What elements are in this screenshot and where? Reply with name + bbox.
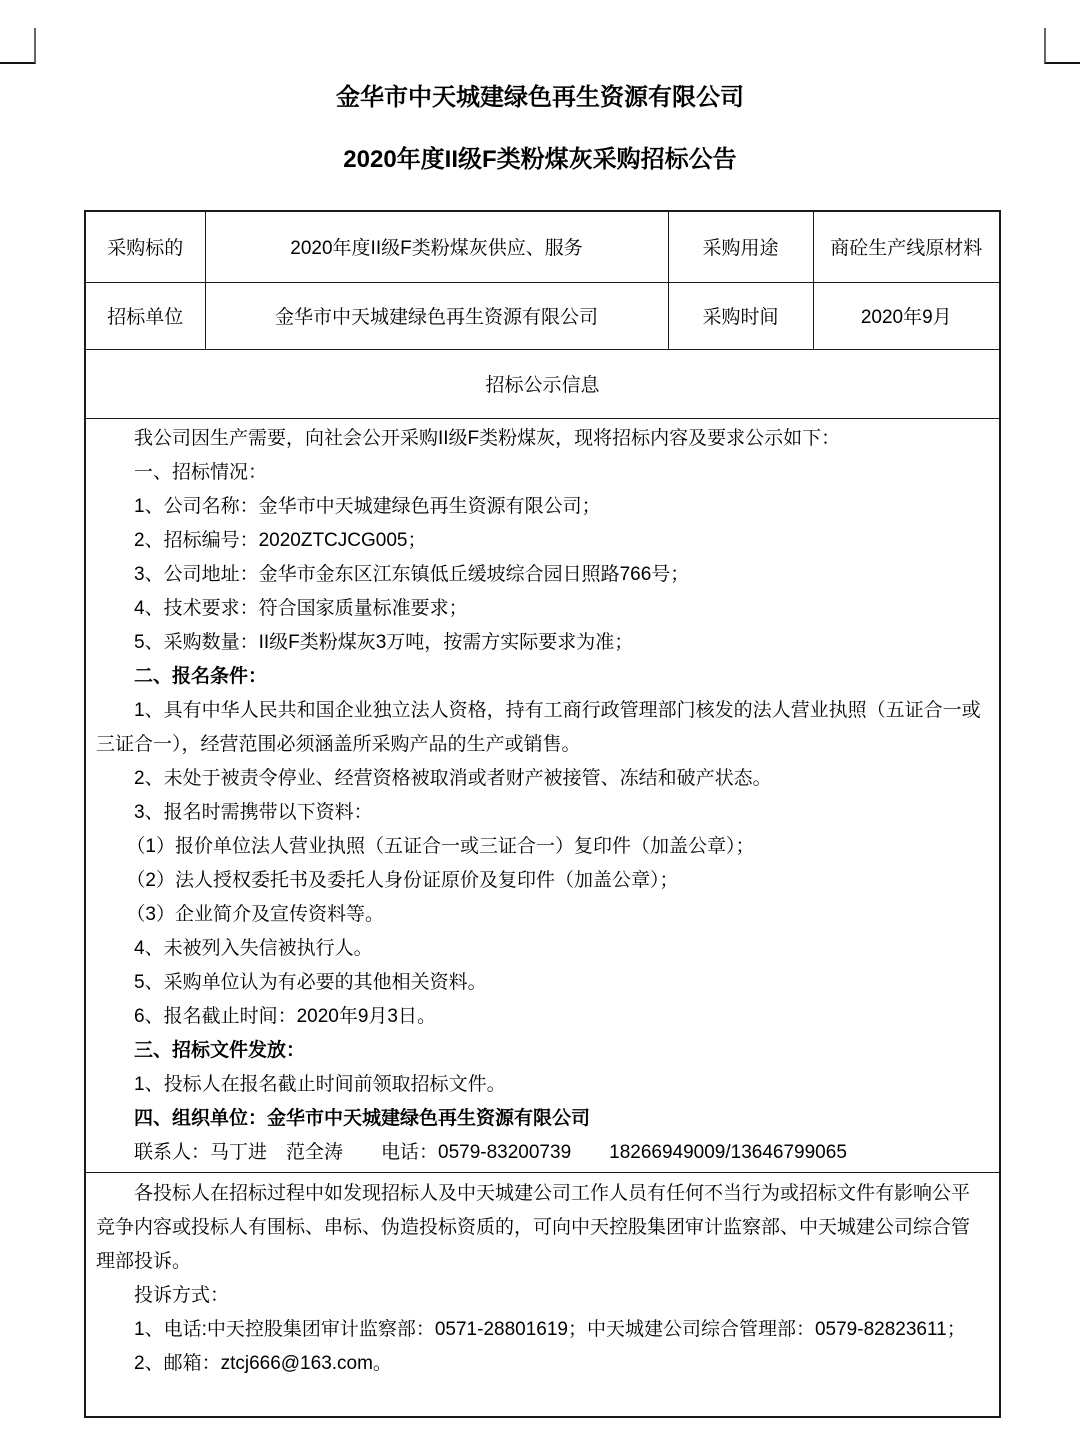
section-2-heading: 二、报名条件： [134,665,268,687]
page-corner-mark-right [1044,28,1080,64]
table-row-announcement-body [85,418,1000,1172]
announcement-line: 1、投标人在报名截止时间前领取招标文件。 [134,1073,506,1095]
announcement-intro: 我公司因生产需要，向社会公开采购II级F类粉煤灰，现将招标内容及要求公示如下： [134,427,841,449]
procurement-use-label: 采购用途 [668,211,813,282]
announcement-line: 3、报名时需携带以下资料： [134,801,373,823]
procurement-use-value: 商砼生产线原材料 [813,211,1000,282]
procurement-time-label: 采购时间 [668,282,813,349]
section-3-heading: 三、招标文件发放： [134,1039,306,1061]
announcement-line: 1、具有中华人民共和国企业独立法人资格，持有工商行政管理部门核发的法人营业执照（五证合一或三证合一），经营范围必须涵盖所采购产品的生产或销售。 [96,699,981,755]
page-corner-mark-left [0,28,36,64]
section-header-cell: 招标公示信息 [85,349,1000,418]
announcement-line: 5、采购单位认为有必要的其他相关资料。 [134,971,487,993]
procurement-subject-value: 2020年度II级F类粉煤灰供应、服务 [205,211,668,282]
announcement-line: 4、未被列入失信被执行人。 [134,937,373,959]
section-4-heading: 四、组织单位：金华市中天城建绿色再生资源有限公司 [134,1107,591,1129]
announcement-line: （2）法人授权委托书及委托人身份证原价及复印件（加盖公章）； [126,869,679,891]
announcement-line: 2、招标编号：2020ZTCJCG005； [134,529,427,551]
announcement-line: 5、采购数量：II级F类粉煤灰3万吨，按需方实际要求为准； [134,631,634,653]
announcement-line: 1、公司名称：金华市中天城建绿色再生资源有限公司； [134,495,601,517]
table-row-bidding-unit [85,282,1000,349]
procurement-time-value: 2020年9月 [813,282,1000,349]
complaint-email-line: 2、邮箱：ztcj666@163.com。 [134,1352,392,1374]
bidding-unit-label: 招标单位 [85,282,205,349]
bidding-unit-value: 金华市中天城建绿色再生资源有限公司 [205,282,668,349]
announcement-line: （1）报价单位法人营业执照（五证合一或三证合一）复印件（加盖公章）； [126,835,755,857]
table-row-section-header [85,349,1000,418]
announcement-line: （3）企业简介及宣传资料等。 [126,903,384,925]
document-subtitle: 2020年度II级F类粉煤灰采购招标公告 [343,146,737,173]
table-row-procurement-subject [85,211,1000,282]
complaint-paragraph: 各投标人在招标过程中如发现招标人及中天城建公司工作人员有任何不当行为或招标文件有影响公平竞争内容或投标人有围标、串标、伪造投标资质的，可向中天控股集团审计监察部、中天城建公司综合管理部投诉。 [96,1182,971,1272]
document-title: 金华市中天城建绿色再生资源有限公司 [336,84,744,111]
bid-info-table [84,210,1001,1418]
announcement-line: 4、技术要求：符合国家质量标准要求； [134,597,468,619]
announcement-line: 6、报名截止时间：2020年9月3日。 [134,1005,436,1027]
procurement-subject-label: 采购标的 [85,211,205,282]
complaint-phone-line: 1、电话:中天控股集团审计监察部：0571-28801619；中天城建公司综合管理部：0579-82823611； [134,1318,966,1340]
announcement-body-cell [85,418,1000,1172]
complaint-method-label: 投诉方式： [134,1284,230,1306]
announcement-line: 2、未处于被责令停业、经营资格被取消或者财产被接管、冻结和破产状态。 [134,767,772,789]
announcement-line: 3、公司地址：金华市金东区江东镇低丘缓坡综合园日照路766号； [134,563,690,585]
complaint-cell [85,1172,1000,1417]
contact-line: 联系人：马丁进 范全涛 电话：0579-83200739 18266949009/13646799065 [134,1141,847,1163]
table-row-complaint [85,1172,1000,1417]
section-1-heading: 一、招标情况： [134,461,268,483]
